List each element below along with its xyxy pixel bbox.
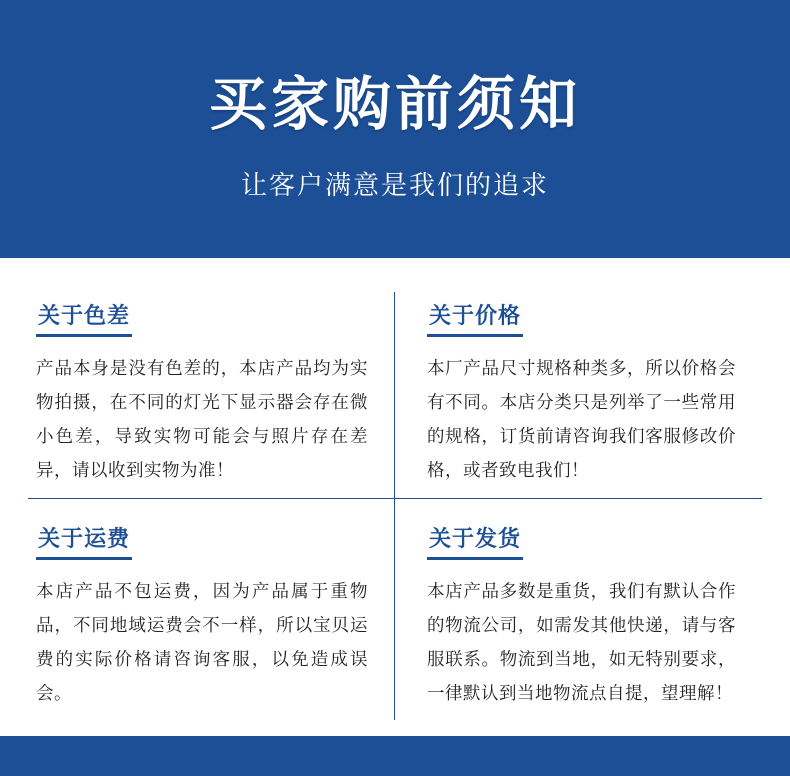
page-subtitle: 让客户满意是我们的追求 (240, 169, 549, 200)
banner-header (0, 0, 790, 202)
notice-title: 关于运费 (36, 521, 132, 560)
notice-body: 本店产品不包运费，因为产品属于重物品，不同地域运费会不一样，所以宝贝运费的实际价格请咨询客服，以免造成误会。 (36, 580, 368, 703)
notice-card-price (395, 292, 762, 499)
notice-card-color-difference (28, 292, 395, 499)
notice-body: 本店产品多数是重货，我们有默认合作的物流公司，如需发其他快递，请与客服联系。物流到当地，如无特别要求，一律默认到当地物流点自提，望理解！ (427, 580, 736, 703)
notice-body: 产品本身是没有色差的，本店产品均为实物拍摄，在不同的灯光下显示器会存在微小色差，导致实物可能会与照片存在差异，请以收到实物为准！ (36, 358, 368, 481)
notice-body: 本厂产品尺寸规格种类多，所以价格会有不同。本店分类只是列举了一些常用的规格，订货前请咨询我们客服修改价格，或者致电我们！ (427, 358, 736, 481)
notice-title: 关于发货 (427, 521, 523, 560)
notice-grid (0, 258, 790, 736)
notice-title: 关于色差 (36, 298, 132, 337)
notice-card-delivery (395, 499, 762, 721)
notice-panel (0, 258, 790, 736)
notice-card-shipping-fee (28, 499, 395, 721)
notice-title: 关于价格 (427, 298, 523, 337)
bottom-strip (0, 736, 790, 776)
page-title: 买家购前须知 (208, 72, 581, 137)
